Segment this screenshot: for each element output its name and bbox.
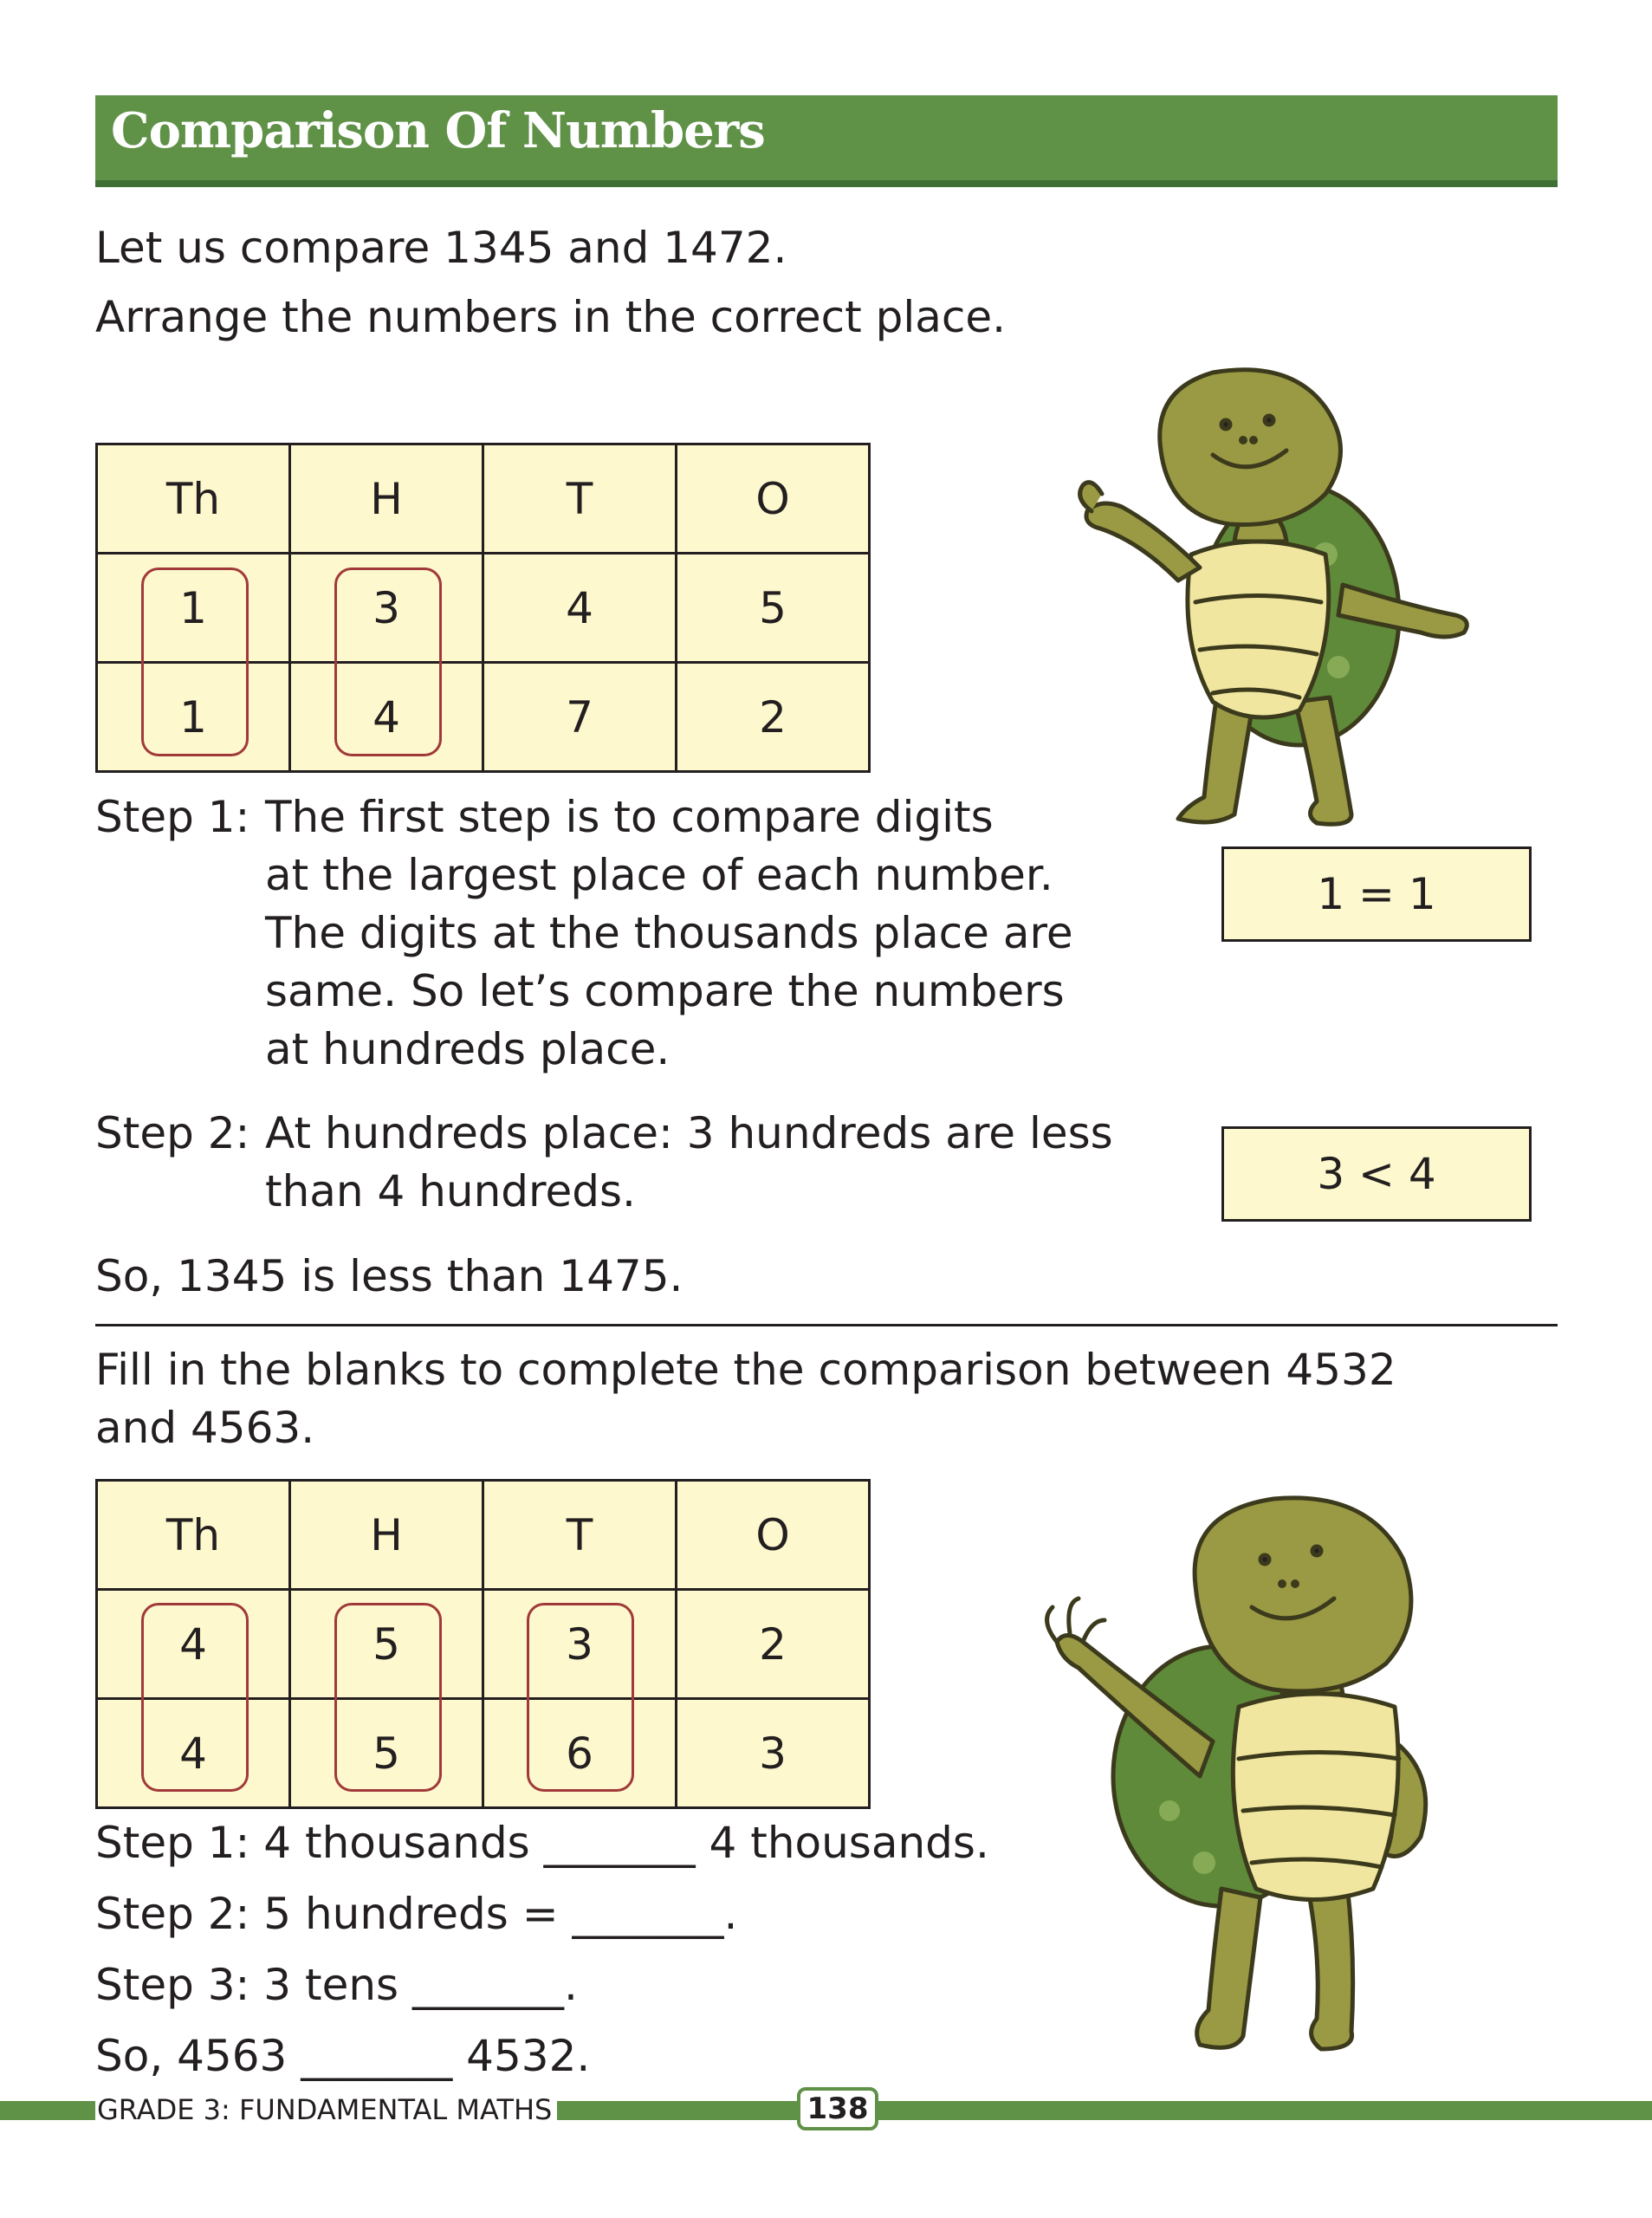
footer-book-title: GRADE 3: FUNDAMENTAL MATHS: [95, 2093, 557, 2126]
example-conclusion: So, 1345 is less than 1475.: [95, 1251, 683, 1301]
cell-digit: 3: [677, 1699, 870, 1808]
exercise-step-2: Step 2: 5 hundreds = _______.: [95, 1889, 738, 1939]
header-hundreds: H: [290, 444, 483, 554]
cell-digit: 1: [97, 663, 290, 772]
header-hundreds: H: [290, 1481, 483, 1590]
exercise-step-1: Step 1: 4 thousands _______ 4 thousands.: [95, 1818, 989, 1868]
page-number: 138: [797, 2087, 878, 2130]
cell-digit: 1: [97, 554, 290, 663]
step-line: at the largest place of each number.: [265, 850, 1053, 900]
step-line: same. So let’s compare the numbers: [265, 966, 1065, 1016]
step-line: The digits at the thousands place are: [265, 908, 1073, 958]
highlight-hundreds-column: [334, 567, 442, 756]
cell-digit: 2: [677, 1590, 870, 1699]
step-label: Step 2:: [95, 1108, 250, 1158]
turtle-waving-illustration: [1022, 1490, 1473, 2079]
header-thousands: Th: [97, 1481, 290, 1590]
example-instruction: Arrange the numbers in the correct place.: [95, 292, 1007, 342]
page-title: Comparison Of Numbers: [111, 102, 765, 159]
step-label: Step 1:: [95, 792, 250, 842]
cell-digit: 5: [290, 1699, 483, 1808]
example-intro: Let us compare 1345 and 1472.: [95, 223, 787, 273]
exercise-conclusion: So, 4563 _______ 4532.: [95, 2031, 591, 2081]
header-tens: T: [483, 444, 677, 554]
cell-digit: 4: [290, 663, 483, 772]
highlight-hundreds-column: [334, 1603, 442, 1792]
exercise-prompt-line-1: Fill in the blanks to complete the comparison between 4532: [95, 1345, 1396, 1395]
exercise-prompt-line-2: and 4563.: [95, 1403, 315, 1453]
cell-digit: 5: [290, 1590, 483, 1699]
step-line: At hundreds place: 3 hundreds are less: [265, 1108, 1113, 1158]
step-line: The first step is to compare digits: [265, 792, 994, 842]
header-ones: O: [677, 444, 870, 554]
step-2-comparison-box: 3 < 4: [1221, 1126, 1532, 1222]
header-tens: T: [483, 1481, 677, 1590]
step-line: at hundreds place.: [265, 1024, 671, 1074]
highlight-thousands-column: [141, 1603, 249, 1792]
turtle-pointing-illustration: [1040, 355, 1490, 840]
cell-digit: 7: [483, 663, 677, 772]
section-banner: [95, 95, 1558, 187]
exercise-step-3: Step 3: 3 tens _______.: [95, 1960, 578, 2010]
highlight-thousands-column: [141, 567, 249, 756]
cell-digit: 6: [483, 1699, 677, 1808]
step-line: than 4 hundreds.: [265, 1166, 636, 1216]
step-1-comparison-box: 1 = 1: [1221, 846, 1532, 942]
cell-digit: 5: [677, 554, 870, 663]
section-divider: [95, 1324, 1558, 1326]
cell-digit: 4: [97, 1590, 290, 1699]
header-ones: O: [677, 1481, 870, 1590]
cell-digit: 3: [483, 1590, 677, 1699]
cell-digit: 4: [483, 554, 677, 663]
highlight-tens-column: [527, 1603, 634, 1792]
cell-digit: 4: [97, 1699, 290, 1808]
cell-digit: 2: [677, 663, 870, 772]
header-thousands: Th: [97, 444, 290, 554]
cell-digit: 3: [290, 554, 483, 663]
